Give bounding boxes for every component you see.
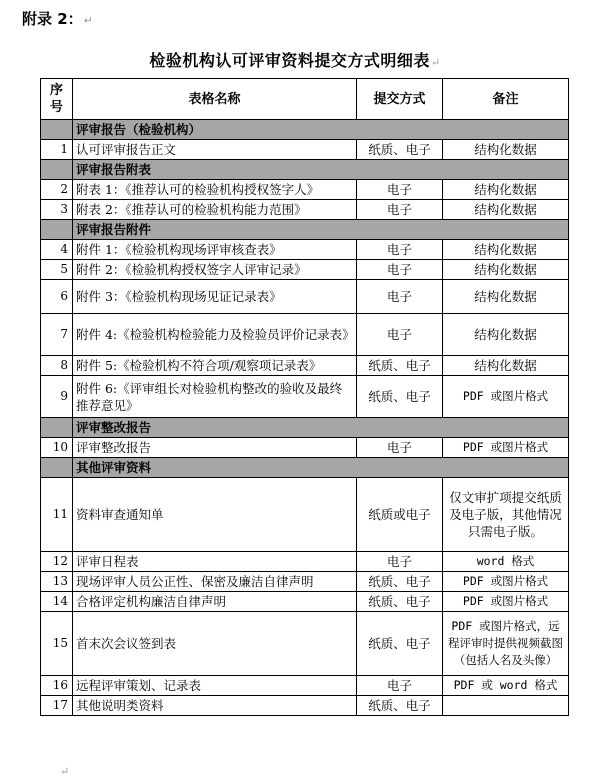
section-title: 评审报告附表 bbox=[73, 160, 569, 180]
row-name-cell: 附件 2：《检验机构授权签字人评审记录》 bbox=[73, 260, 357, 280]
row-method-cell: 电子 bbox=[357, 240, 443, 260]
row-no-cell: 14 bbox=[41, 592, 73, 612]
row-note-cell: 结构化数据 bbox=[443, 314, 569, 356]
table-row bbox=[41, 438, 569, 458]
table-row bbox=[41, 376, 569, 418]
row-note-cell: PDF 或图片格式 bbox=[443, 572, 569, 592]
section-no-cell bbox=[41, 120, 73, 140]
section-title: 评审报告附件 bbox=[73, 220, 569, 240]
row-note-cell: PDF 或 word 格式 bbox=[443, 676, 569, 696]
row-note-cell: PDF 或图片格式 bbox=[443, 592, 569, 612]
table-row bbox=[41, 314, 569, 356]
row-method-cell: 电子 bbox=[357, 438, 443, 458]
row-note-cell: 结构化数据 bbox=[443, 280, 569, 314]
section-no-cell bbox=[41, 160, 73, 180]
row-method-cell: 纸质、电子 bbox=[357, 592, 443, 612]
row-no-cell: 2 bbox=[41, 180, 73, 200]
row-name-cell: 评审整改报告 bbox=[73, 438, 357, 458]
return-mark: ↵ bbox=[430, 56, 441, 69]
section-title: 评审整改报告 bbox=[73, 418, 569, 438]
row-name-cell: 资料审查通知单 bbox=[73, 478, 357, 552]
row-method-cell: 纸质、电子 bbox=[357, 376, 443, 418]
section-row bbox=[41, 418, 569, 438]
return-mark: ↵ bbox=[83, 14, 93, 27]
row-note-cell: word 格式 bbox=[443, 552, 569, 572]
section-row bbox=[41, 458, 569, 478]
table-row bbox=[41, 240, 569, 260]
header-no: 序号 bbox=[41, 79, 73, 120]
row-method-cell: 纸质或电子 bbox=[357, 478, 443, 552]
row-name-cell: 附件 4:《检验机构检验能力及检验员评价记录表》 bbox=[73, 314, 357, 356]
section-no-cell bbox=[41, 458, 73, 478]
row-method-cell: 纸质、电子 bbox=[357, 696, 443, 716]
table-row bbox=[41, 260, 569, 280]
section-row bbox=[41, 120, 569, 140]
table-row bbox=[41, 200, 569, 220]
section-no-cell bbox=[41, 418, 73, 438]
section-title: 评审报告（检验机构） bbox=[73, 120, 569, 140]
row-name-cell: 附件 1：《检验机构现场评审核查表》 bbox=[73, 240, 357, 260]
section-no-cell bbox=[41, 220, 73, 240]
row-note-cell: 结构化数据 bbox=[443, 260, 569, 280]
table-row bbox=[41, 280, 569, 314]
header-method: 提交方式 bbox=[357, 79, 443, 120]
row-no-cell: 15 bbox=[41, 612, 73, 676]
row-method-cell: 电子 bbox=[357, 260, 443, 280]
row-no-cell: 5 bbox=[41, 260, 73, 280]
row-name-cell: 其他说明类资料 bbox=[73, 696, 357, 716]
table-row bbox=[41, 612, 569, 676]
row-name-cell: 合格评定机构廉洁自律声明 bbox=[73, 592, 357, 612]
row-method-cell: 电子 bbox=[357, 180, 443, 200]
row-name-cell: 附表 1：《推荐认可的检验机构授权签字人》 bbox=[73, 180, 357, 200]
row-note-cell: 仅文审扩项提交纸质及电子版，其他情况只需电子版。 bbox=[443, 478, 569, 552]
row-method-cell: 电子 bbox=[357, 200, 443, 220]
table-row bbox=[41, 572, 569, 592]
row-no-cell: 7 bbox=[41, 314, 73, 356]
row-no-cell: 13 bbox=[41, 572, 73, 592]
row-note-cell: PDF 或图片格式 bbox=[443, 438, 569, 458]
row-no-cell: 10 bbox=[41, 438, 73, 458]
row-name-cell: 附件 3：《检验机构现场见证记录表》 bbox=[73, 280, 357, 314]
row-no-cell: 4 bbox=[41, 240, 73, 260]
row-method-cell: 电子 bbox=[357, 552, 443, 572]
row-no-cell: 6 bbox=[41, 280, 73, 314]
table-header-row bbox=[41, 79, 569, 120]
table-row bbox=[41, 478, 569, 552]
row-name-cell: 远程评审策划、记录表 bbox=[73, 676, 357, 696]
submission-table bbox=[40, 78, 569, 716]
row-name-cell: 首末次会议签到表 bbox=[73, 612, 357, 676]
row-note-cell: PDF 或图片格式 bbox=[443, 376, 569, 418]
row-no-cell: 9 bbox=[41, 376, 73, 418]
row-method-cell: 纸质、电子 bbox=[357, 612, 443, 676]
table-row bbox=[41, 180, 569, 200]
row-no-cell: 16 bbox=[41, 676, 73, 696]
table-body bbox=[41, 120, 569, 716]
row-method-cell: 电子 bbox=[357, 280, 443, 314]
row-note-cell bbox=[443, 696, 569, 716]
row-method-cell: 电子 bbox=[357, 676, 443, 696]
appendix-label: 附录 2：↵ bbox=[22, 10, 93, 28]
row-note-cell: 结构化数据 bbox=[443, 180, 569, 200]
row-no-cell: 1 bbox=[41, 140, 73, 160]
row-note-cell: 结构化数据 bbox=[443, 356, 569, 376]
row-no-cell: 17 bbox=[41, 696, 73, 716]
table-row bbox=[41, 356, 569, 376]
row-note-cell: 结构化数据 bbox=[443, 240, 569, 260]
row-no-cell: 8 bbox=[41, 356, 73, 376]
table-row bbox=[41, 140, 569, 160]
document-title: 检验机构认可评审资料提交方式明细表↵ bbox=[149, 51, 441, 70]
row-name-cell: 认可评审报告正文 bbox=[73, 140, 357, 160]
row-method-cell: 纸质、电子 bbox=[357, 356, 443, 376]
row-no-cell: 3 bbox=[41, 200, 73, 220]
row-no-cell: 12 bbox=[41, 552, 73, 572]
table-row bbox=[41, 552, 569, 572]
table-row bbox=[41, 592, 569, 612]
section-row bbox=[41, 160, 569, 180]
row-name-cell: 附表 2：《推荐认可的检验机构能力范围》 bbox=[73, 200, 357, 220]
row-no-cell: 11 bbox=[41, 478, 73, 552]
table-row bbox=[41, 676, 569, 696]
header-note: 备注 bbox=[443, 79, 569, 120]
section-title: 其他评审资料 bbox=[73, 458, 569, 478]
return-mark: ↵ bbox=[60, 765, 70, 778]
row-name-cell: 附件 5:《检验机构不符合项/观察项记录表》 bbox=[73, 356, 357, 376]
section-row bbox=[41, 220, 569, 240]
row-note-cell: 结构化数据 bbox=[443, 200, 569, 220]
row-name-cell: 现场评审人员公正性、保密及廉洁自律声明 bbox=[73, 572, 357, 592]
row-method-cell: 纸质、电子 bbox=[357, 140, 443, 160]
row-method-cell: 电子 bbox=[357, 314, 443, 356]
row-note-cell: 结构化数据 bbox=[443, 140, 569, 160]
row-name-cell: 评审日程表 bbox=[73, 552, 357, 572]
table-row bbox=[41, 696, 569, 716]
header-name: 表格名称 bbox=[73, 79, 357, 120]
row-method-cell: 纸质、电子 bbox=[357, 572, 443, 592]
row-note-cell: PDF 或图片格式，远程评审时提供视频截图（包括人名及头像） bbox=[443, 612, 569, 676]
row-name-cell: 附件 6:《评审组长对检验机构整改的验收及最终推荐意见》 bbox=[73, 376, 357, 418]
